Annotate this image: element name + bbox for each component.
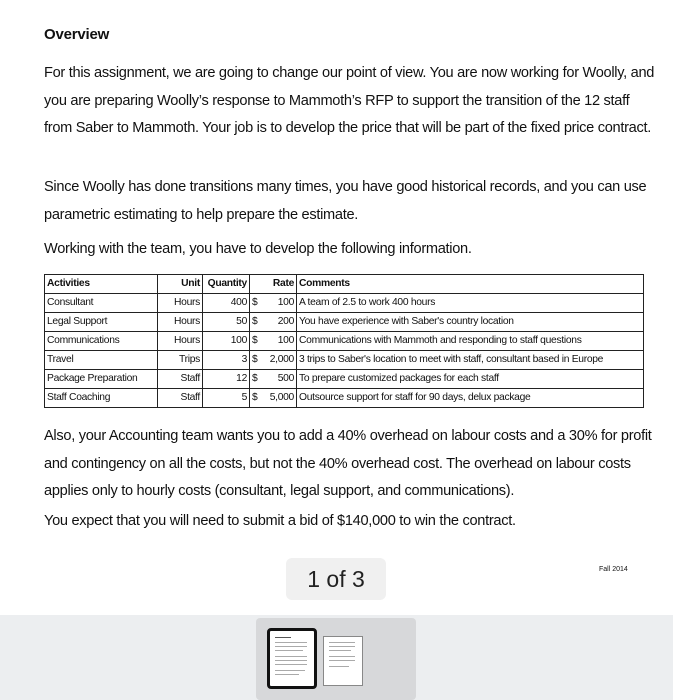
table-row [45, 332, 644, 351]
cell-activity: Consultant [45, 294, 158, 313]
rate-value: 500 [277, 373, 294, 384]
cell-unit: Hours [158, 294, 203, 313]
currency-symbol: $ [252, 354, 258, 365]
rate-value: 100 [277, 297, 294, 308]
table-row [45, 389, 644, 408]
cell-comment: You have experience with Saber's country location [297, 313, 644, 332]
page-indicator: 1 of 3 [286, 558, 386, 600]
header-rate: Rate [250, 275, 297, 294]
cell-unit: Hours [158, 332, 203, 351]
cell-activity: Communications [45, 332, 158, 351]
currency-symbol: $ [252, 335, 258, 346]
cell-rate [250, 332, 297, 351]
currency-symbol: $ [252, 392, 258, 403]
cell-comment: Outsource support for staff for 90 days, delux package [297, 389, 644, 408]
cell-rate [250, 351, 297, 370]
rate-value: 2,000 [269, 354, 294, 365]
cell-quantity: 12 [203, 370, 250, 389]
table-row [45, 313, 644, 332]
cell-comment: 3 trips to Saber's location to meet with staff, consultant based in Europe [297, 351, 644, 370]
cell-rate [250, 313, 297, 332]
rate-value: 5,000 [269, 392, 294, 403]
cell-activity: Package Preparation [45, 370, 158, 389]
paragraph-team: Working with the team, you have to develop the following information. [44, 241, 472, 257]
cell-comment: Communications with Mammoth and responding to staff questions [297, 332, 644, 351]
table-header-row [45, 275, 644, 294]
table-row [45, 351, 644, 370]
paragraph-historical: Since Woolly has done transitions many times, you have good historical records, and you can use parametric estimating to help prepare the estimate. [44, 179, 647, 223]
cell-comment: A team of 2.5 to work 400 hours [297, 294, 644, 313]
activities-table [44, 274, 644, 408]
paragraph-bid: You expect that you will need to submit a bid of $140,000 to win the contract. [44, 513, 516, 529]
cell-quantity: 100 [203, 332, 250, 351]
cell-unit: Staff [158, 370, 203, 389]
header-activities: Activities [45, 275, 158, 294]
table-row [45, 294, 644, 313]
footer-note: Fall 2014 [599, 566, 628, 573]
cell-rate [250, 389, 297, 408]
header-unit: Unit [158, 275, 203, 294]
currency-symbol: $ [252, 373, 258, 384]
cell-activity: Legal Support [45, 313, 158, 332]
cell-quantity: 400 [203, 294, 250, 313]
currency-symbol: $ [252, 297, 258, 308]
cell-comment: To prepare customized packages for each staff [297, 370, 644, 389]
header-comments: Comments [297, 275, 644, 294]
cell-activity: Travel [45, 351, 158, 370]
thumbnail-page-2[interactable] [323, 636, 363, 686]
cell-quantity: 5 [203, 389, 250, 408]
cell-rate [250, 370, 297, 389]
section-heading: Overview [44, 26, 110, 43]
header-quantity: Quantity [203, 275, 250, 294]
paragraph-intro: For this assignment, we are going to change our point of view. You are now working for Woolly, and you are preparing Woolly’s response to Mammoth’s RFP to support the transition of the 12 staff from Saber to Mammoth. Your job is to develop the price that will be part of the fixed price contract. [44, 65, 655, 136]
cell-rate [250, 294, 297, 313]
rate-value: 200 [277, 316, 294, 327]
table-row [45, 370, 644, 389]
cell-quantity: 3 [203, 351, 250, 370]
cell-unit: Hours [158, 313, 203, 332]
paragraph-accounting: Also, your Accounting team wants you to add a 40% overhead on labour costs and a 30% for profit and contingency on all the costs, but not the 40% overhead cost. The overhead on labour costs applies only to hourly costs (consultant, legal support, and communications). [44, 428, 652, 499]
rate-value: 100 [277, 335, 294, 346]
cell-activity: Staff Coaching [45, 389, 158, 408]
cell-quantity: 50 [203, 313, 250, 332]
currency-symbol: $ [252, 316, 258, 327]
cell-unit: Staff [158, 389, 203, 408]
thumbnail-page-1[interactable] [267, 628, 317, 689]
cell-unit: Trips [158, 351, 203, 370]
